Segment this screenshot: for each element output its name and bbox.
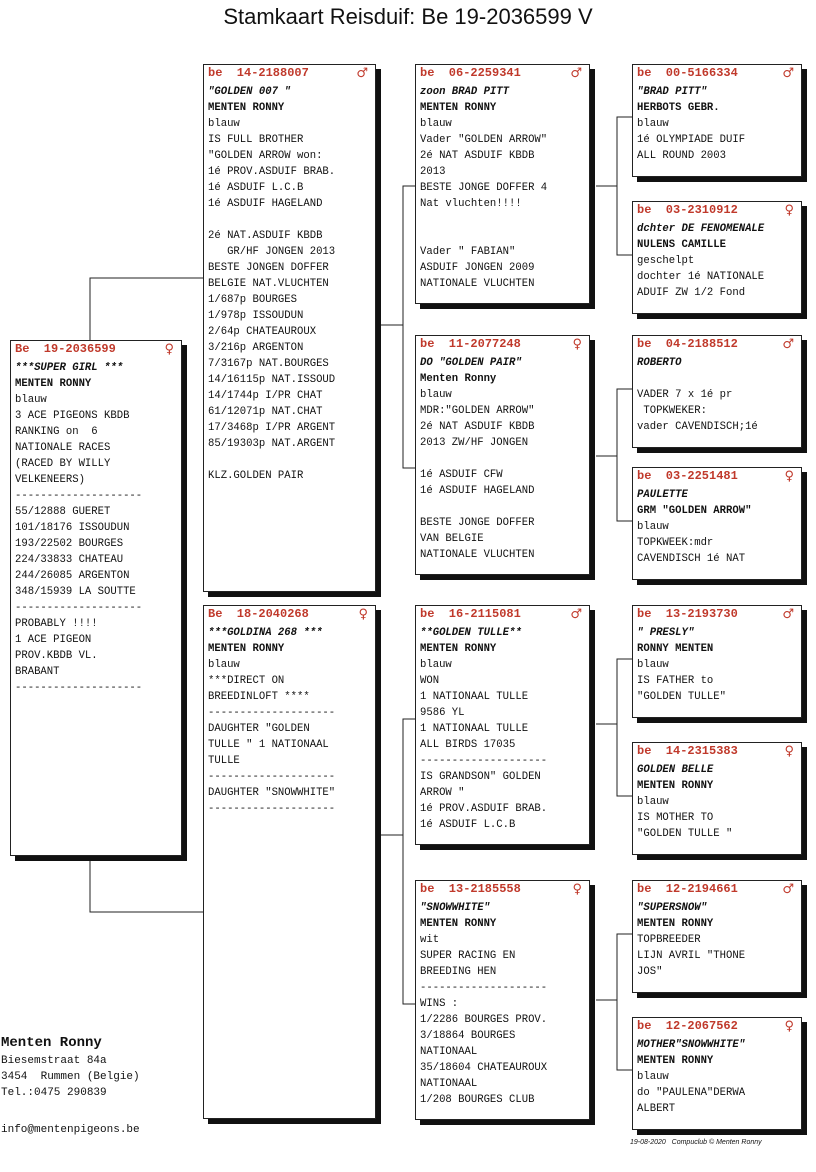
pigeon-name: ***GOLDINA 268 *** xyxy=(208,627,323,639)
breeder-name: GRM "GOLDEN ARROW" xyxy=(637,505,752,517)
card-line: KLZ.GOLDEN PAIR xyxy=(208,470,304,482)
breeder-name: MENTEN RONNY xyxy=(420,102,497,114)
card-line: 1/2286 BOURGES PROV. xyxy=(420,1014,548,1026)
card-line: 2é NAT ASDUIF KBDB xyxy=(420,150,535,162)
pedigree-card-dam-dam-sire[interactable] xyxy=(632,880,802,993)
pigeon-name: ROBERTO xyxy=(637,357,682,369)
card-line: Vader "GOLDEN ARROW" xyxy=(420,134,548,146)
breeder-name: Menten Ronny xyxy=(420,373,497,385)
card-line: 193/22502 BOURGES xyxy=(15,538,124,550)
card-line: 9586 YL xyxy=(420,707,465,719)
card-line: VELKENEERS) xyxy=(15,474,85,486)
card-line: DAUGHTER "GOLDEN xyxy=(208,723,310,735)
breeder-name: MENTEN RONNY xyxy=(420,918,497,930)
pedigree-card-sire-dam-sire[interactable] xyxy=(632,335,802,448)
card-line: 61/12071p NAT.CHAT xyxy=(208,406,323,418)
card-line xyxy=(420,451,585,467)
ring-number: be 14-2315383 xyxy=(637,744,738,758)
card-line: dochter 1é NATIONALE xyxy=(637,271,765,283)
male-symbol-icon: ♂ xyxy=(782,882,794,897)
female-symbol-icon: ♀ xyxy=(784,1019,794,1034)
card-line: 1/687p BOURGES xyxy=(208,294,298,306)
card-line: LIJN AVRIL "THONE xyxy=(637,950,746,962)
female-symbol-icon: ♀ xyxy=(572,882,582,897)
card-header xyxy=(416,881,589,898)
pigeon-name: MOTHER"SNOWWHITE" xyxy=(637,1039,746,1051)
pedigree-card-sire-dam[interactable] xyxy=(415,335,590,575)
male-symbol-icon: ♂ xyxy=(782,607,794,622)
ring-number: be 06-2259341 xyxy=(420,66,521,80)
card-header xyxy=(11,341,181,358)
card-line: ALL ROUND 2003 xyxy=(637,150,727,162)
card-line: BELGIE NAT.VLUCHTEN xyxy=(208,278,329,290)
page-title: Stamkaart Reisduif: Be 19-2036599 V xyxy=(223,4,593,29)
pedigree-card-dam-dam[interactable] xyxy=(415,880,590,1120)
card-line: do "PAULENA"DERWA xyxy=(637,1087,746,1099)
card-line: 2013 ZW/HF JONGEN xyxy=(420,437,529,449)
card-line: 85/19303p NAT.ARGENT xyxy=(208,438,336,450)
card-line: -------------------- xyxy=(208,803,336,815)
pedigree-card-sire-dam-dam[interactable] xyxy=(632,467,802,580)
card-line: BRABANT xyxy=(15,666,60,678)
card-line: 3 ACE PIGEONS KBDB xyxy=(15,410,130,422)
owner-address-line: Biesemstraat 84a xyxy=(1,1055,107,1067)
pedigree-card-sire-sire[interactable] xyxy=(415,64,590,304)
card-body xyxy=(416,898,589,1108)
pigeon-name: PAULETTE xyxy=(637,489,688,501)
card-line: PROV.KBDB VL. xyxy=(15,650,98,662)
card-line: GR/HF JONGEN 2013 xyxy=(208,246,336,258)
card-header xyxy=(416,336,589,353)
breeder-name: HERBOTS GEBR. xyxy=(637,102,720,114)
card-line: BREEDINLOFT **** xyxy=(208,691,310,703)
card-header xyxy=(633,606,801,623)
card-body xyxy=(204,82,375,484)
owner-email-link[interactable]: info@mentenpigeons.be xyxy=(1,1124,140,1136)
card-line: 3/18864 BOURGES xyxy=(420,1030,516,1042)
ring-number: be 13-2185558 xyxy=(420,882,521,896)
card-line: 1é ASDUIF HAGELAND xyxy=(208,198,323,210)
ring-number: be 14-2188007 xyxy=(208,66,309,80)
card-body xyxy=(416,82,589,292)
card-line: 101/18176 ISSOUDUN xyxy=(15,522,130,534)
card-line: JOS" xyxy=(637,966,663,978)
pigeon-name: DO "GOLDEN PAIR" xyxy=(420,357,522,369)
ring-number: be 12-2067562 xyxy=(637,1019,738,1033)
card-line: 1é ASDUIF HAGELAND xyxy=(420,485,535,497)
breeder-name: RONNY MENTEN xyxy=(637,643,714,655)
card-line: TULLE xyxy=(208,755,240,767)
card-line: 1é ASDUIF CFW xyxy=(420,469,503,481)
female-symbol-icon: ♀ xyxy=(784,744,794,759)
card-line: blauw xyxy=(637,118,669,130)
card-line: blauw xyxy=(637,1071,669,1083)
card-line: -------------------- xyxy=(420,755,548,767)
card-line: BESTE JONGE DOFFER xyxy=(420,517,535,529)
card-line: "GOLDEN TULLE " xyxy=(637,828,733,840)
ring-number: be 11-2077248 xyxy=(420,337,521,351)
card-line: VAN BELGIE xyxy=(420,533,484,545)
pedigree-card-dam-sire-sire[interactable] xyxy=(632,605,802,718)
card-line: 1 NATIONAAL TULLE xyxy=(420,723,529,735)
card-body xyxy=(416,353,589,563)
card-line: NATIONALE VLUCHTEN xyxy=(420,278,535,290)
card-line: blauw xyxy=(420,118,452,130)
card-line: 1é PROV.ASDUIF BRAB. xyxy=(420,803,548,815)
card-header xyxy=(204,65,375,82)
card-line: ALBERT xyxy=(637,1103,676,1115)
card-line: WON xyxy=(420,675,440,687)
card-header xyxy=(633,881,801,898)
card-line: CAVENDISCH 1é NAT xyxy=(637,553,746,565)
card-header xyxy=(633,65,801,82)
card-line: blauw xyxy=(637,659,669,671)
breeder-name: NULENS CAMILLE xyxy=(637,239,727,251)
card-body xyxy=(633,898,801,980)
card-line: BESTE JONGEN DOFFER xyxy=(208,262,329,274)
card-line: 1é OLYMPIADE DUIF xyxy=(637,134,746,146)
card-line: IS FATHER to xyxy=(637,675,714,687)
card-line: wit xyxy=(420,934,440,946)
card-line: 3/216p ARGENTON xyxy=(208,342,304,354)
pigeon-name: "BRAD PITT" xyxy=(637,86,707,98)
card-body xyxy=(633,485,801,567)
card-line: NATIONALE RACES xyxy=(15,442,111,454)
card-body xyxy=(633,1035,801,1117)
card-header xyxy=(204,606,375,623)
card-line: 1 ACE PIGEON xyxy=(15,634,92,646)
ring-number: be 13-2193730 xyxy=(637,607,738,621)
card-line xyxy=(420,212,585,228)
card-line: (RACED BY WILLY xyxy=(15,458,111,470)
card-line: VADER 7 x 1é pr xyxy=(637,389,733,401)
card-line: Nat vluchten!!!! xyxy=(420,198,522,210)
pedigree-card-sire[interactable] xyxy=(203,64,376,592)
card-line: Vader " FABIAN" xyxy=(420,246,516,258)
pedigree-card-dam-dam-dam[interactable] xyxy=(632,1017,802,1130)
card-line xyxy=(420,499,585,515)
card-header xyxy=(633,1018,801,1035)
pigeon-name: "SUPERSNOW" xyxy=(637,902,707,914)
card-line: 17/3468p I/PR ARGENT xyxy=(208,422,336,434)
card-line: 348/15939 LA SOUTTE xyxy=(15,586,136,598)
female-symbol-icon: ♀ xyxy=(784,469,794,484)
card-line: PROBABLY !!!! xyxy=(15,618,98,630)
card-line: TOPKWEEK:mdr xyxy=(637,537,714,549)
ring-number: be 16-2115081 xyxy=(420,607,521,621)
card-line xyxy=(208,452,371,468)
male-symbol-icon: ♂ xyxy=(782,337,794,352)
card-line: -------------------- xyxy=(15,602,143,614)
breeder-name: MENTEN RONNY xyxy=(208,102,285,114)
pigeon-name: "GOLDEN 007 " xyxy=(208,86,291,98)
footer-credit: 19-08-2020 Compuclub © Menten Ronny xyxy=(630,1139,762,1146)
card-line: 1 NATIONAAL TULLE xyxy=(420,691,529,703)
breeder-name: MENTEN RONNY xyxy=(208,643,285,655)
card-line: 2013 xyxy=(420,166,446,178)
card-body xyxy=(633,82,801,164)
card-line: NATIONALE VLUCHTEN xyxy=(420,549,535,561)
pigeon-name: GOLDEN BELLE xyxy=(637,764,714,776)
ring-number: be 03-2310912 xyxy=(637,203,738,217)
card-line: BREEDING HEN xyxy=(420,966,497,978)
card-line: 14/1744p I/PR CHAT xyxy=(208,390,323,402)
card-header xyxy=(633,336,801,353)
breeder-name: MENTEN RONNY xyxy=(15,378,92,390)
card-line: IS GRANDSON" GOLDEN xyxy=(420,771,541,783)
card-line: -------------------- xyxy=(208,707,336,719)
card-line: NATIONAAL xyxy=(420,1078,478,1090)
card-line: 1/208 BOURGES CLUB xyxy=(420,1094,535,1106)
ring-number: be 04-2188512 xyxy=(637,337,738,351)
male-symbol-icon: ♂ xyxy=(356,66,368,81)
card-body xyxy=(633,623,801,705)
card-line: -------------------- xyxy=(15,490,143,502)
male-symbol-icon: ♂ xyxy=(570,66,582,81)
card-header xyxy=(416,606,589,623)
owner-address-line: 3454 Rummen (Belgie) xyxy=(1,1071,140,1083)
card-line: 244/26085 ARGENTON xyxy=(15,570,130,582)
card-line: 1é ASDUIF L.C.B xyxy=(208,182,304,194)
breeder-name xyxy=(637,371,797,387)
card-body xyxy=(11,358,181,696)
card-line: blauw xyxy=(637,796,669,808)
card-line: DAUGHTER "SNOWWHITE" xyxy=(208,787,336,799)
card-line: 7/3167p NAT.BOURGES xyxy=(208,358,329,370)
card-body xyxy=(204,623,375,817)
card-line: ***DIRECT ON xyxy=(208,675,285,687)
breeder-name: MENTEN RONNY xyxy=(637,1055,714,1067)
ring-number: Be 18-2040268 xyxy=(208,607,309,621)
card-line: ADUIF ZW 1/2 Fond xyxy=(637,287,746,299)
pedigree-card-dam-sire[interactable] xyxy=(415,605,590,845)
ring-number: be 03-2251481 xyxy=(637,469,738,483)
card-line: TULLE " 1 NATIONAAL xyxy=(208,739,329,751)
card-line xyxy=(420,228,585,244)
card-line: 1é ASDUIF L.C.B xyxy=(420,819,516,831)
card-line: blauw xyxy=(420,389,452,401)
card-line: TOPBREEDER xyxy=(637,934,701,946)
card-header xyxy=(633,743,801,760)
card-line: TOPKWEKER: xyxy=(637,405,707,417)
female-symbol-icon: ♀ xyxy=(784,203,794,218)
breeder-name: MENTEN RONNY xyxy=(637,780,714,792)
card-line: WINS : xyxy=(420,998,459,1010)
female-symbol-icon: ♀ xyxy=(572,337,582,352)
card-line: 2é NAT ASDUIF KBDB xyxy=(420,421,535,433)
card-line: 35/18604 CHATEAUROUX xyxy=(420,1062,548,1074)
card-line: 1é PROV.ASDUIF BRAB. xyxy=(208,166,336,178)
card-body xyxy=(416,623,589,833)
breeder-name: MENTEN RONNY xyxy=(637,918,714,930)
card-line: 1/978p ISSOUDUN xyxy=(208,310,304,322)
card-line: 55/12888 GUERET xyxy=(15,506,111,518)
card-line: ARROW " xyxy=(420,787,465,799)
card-line: RANKING on 6 xyxy=(15,426,98,438)
ring-number: be 00-5166334 xyxy=(637,66,738,80)
female-symbol-icon: ♀ xyxy=(164,342,174,357)
card-line: -------------------- xyxy=(208,771,336,783)
pedigree-card-sire-sire-sire[interactable] xyxy=(632,64,802,177)
card-header xyxy=(416,65,589,82)
ring-number: be 12-2194661 xyxy=(637,882,738,896)
card-line: 2/64p CHATEAUROUX xyxy=(208,326,317,338)
breeder-name: MENTEN RONNY xyxy=(420,643,497,655)
card-line: BESTE JONGE DOFFER 4 xyxy=(420,182,548,194)
card-line: MDR:"GOLDEN ARROW" xyxy=(420,405,535,417)
card-line: 2é NAT.ASDUIF KBDB xyxy=(208,230,323,242)
pedigree-card-subject[interactable] xyxy=(10,340,182,856)
pigeon-name: "SNOWWHITE" xyxy=(420,902,490,914)
card-line: "GOLDEN TULLE" xyxy=(637,691,727,703)
card-line: -------------------- xyxy=(420,982,548,994)
card-line: blauw xyxy=(637,521,669,533)
card-line: blauw xyxy=(420,659,452,671)
pedigree-card-sire-sire-dam[interactable] xyxy=(632,201,802,314)
card-line: IS MOTHER TO xyxy=(637,812,714,824)
card-line: ASDUIF JONGEN 2009 xyxy=(420,262,535,274)
card-line: "GOLDEN ARROW won: xyxy=(208,150,323,162)
card-line: vader CAVENDISCH;1é xyxy=(637,421,758,433)
card-header xyxy=(633,202,801,219)
card-line: blauw xyxy=(208,659,240,671)
card-body xyxy=(633,353,801,435)
card-line: 224/33833 CHATEAU xyxy=(15,554,124,566)
pedigree-card-dam-sire-dam[interactable] xyxy=(632,742,802,855)
ring-number: Be 19-2036599 xyxy=(15,342,116,356)
pigeon-name: zoon BRAD PITT xyxy=(420,86,510,98)
male-symbol-icon: ♂ xyxy=(570,607,582,622)
pedigree-card-dam[interactable] xyxy=(203,605,376,1119)
card-line: 14/16115p NAT.ISSOUD xyxy=(208,374,336,386)
card-line xyxy=(208,212,371,228)
owner-info xyxy=(1,1033,140,1101)
pigeon-name: " PRESLY" xyxy=(637,627,695,639)
card-line: geschelpt xyxy=(637,255,695,267)
card-body xyxy=(633,219,801,301)
card-line: NATIONAAL xyxy=(420,1046,478,1058)
pigeon-name: ***SUPER GIRL *** xyxy=(15,362,124,374)
card-header xyxy=(633,468,801,485)
card-line: -------------------- xyxy=(15,682,143,694)
card-line: ALL BIRDS 17035 xyxy=(420,739,516,751)
card-body xyxy=(633,760,801,842)
pigeon-name: **GOLDEN TULLE** xyxy=(420,627,522,639)
pigeon-name: dchter DE FENOMENALE xyxy=(637,223,765,235)
owner-phone: Tel.:0475 290839 xyxy=(1,1087,107,1099)
card-line: blauw xyxy=(208,118,240,130)
card-line: IS FULL BROTHER xyxy=(208,134,304,146)
owner-name: Menten Ronny xyxy=(1,1035,102,1051)
female-symbol-icon: ♀ xyxy=(358,607,368,622)
card-line: blauw xyxy=(15,394,47,406)
card-line: SUPER RACING EN xyxy=(420,950,516,962)
male-symbol-icon: ♂ xyxy=(782,66,794,81)
